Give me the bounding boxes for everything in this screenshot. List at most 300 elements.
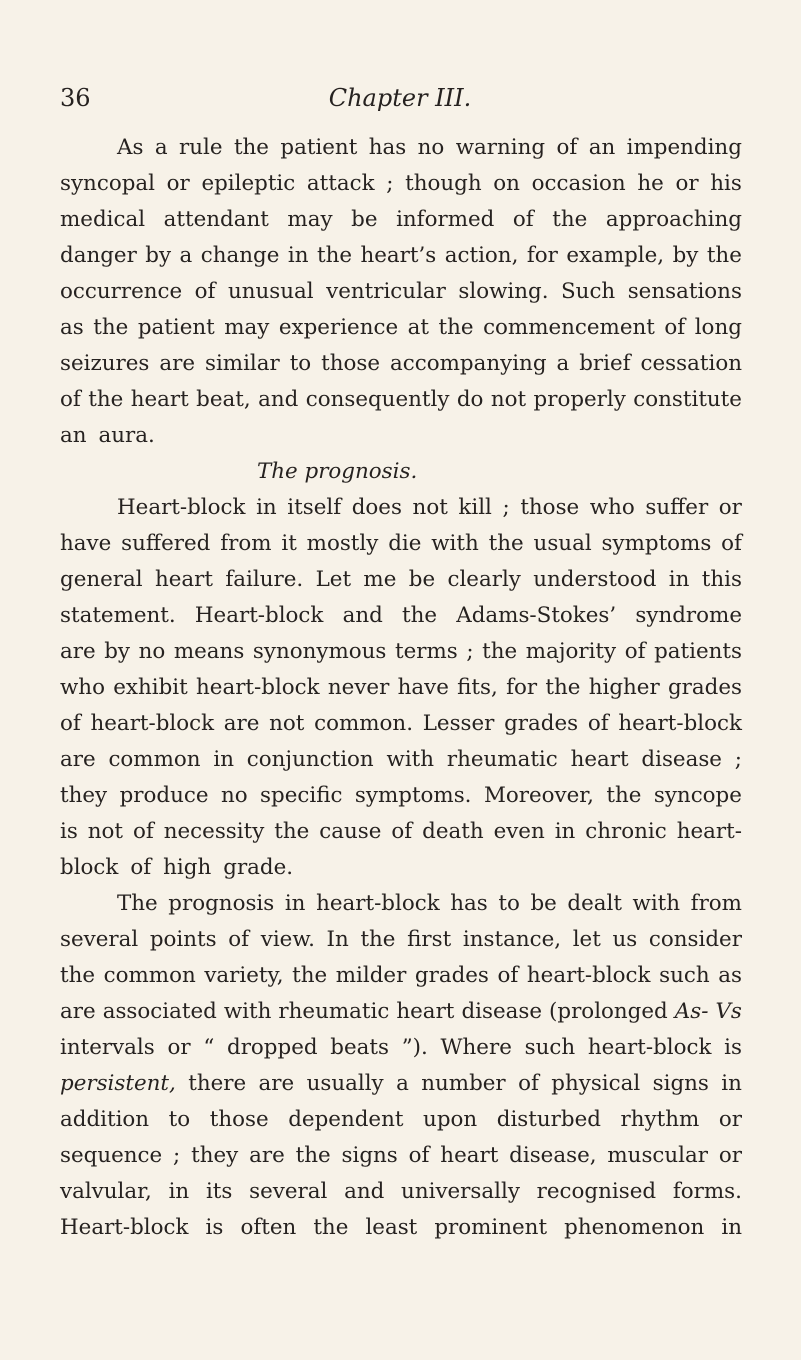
word: change — [200, 243, 280, 268]
word: unusual — [227, 279, 314, 304]
word: grades — [414, 963, 489, 988]
word: recognised — [536, 1179, 657, 1204]
word: constitute — [633, 387, 742, 412]
word: rheumatic — [446, 747, 558, 772]
word: they — [60, 783, 108, 808]
word: example, — [566, 243, 665, 268]
word: those — [321, 351, 381, 376]
word: in — [554, 819, 576, 844]
word: danger — [60, 243, 137, 268]
text-line — [60, 778, 742, 814]
word: least — [365, 1215, 418, 1240]
word: death — [422, 819, 484, 844]
word: aura. — [98, 423, 155, 448]
word: persistent, — [60, 1071, 176, 1096]
word: consequently — [305, 387, 450, 412]
word: signs — [341, 1143, 398, 1168]
word: consider — [648, 927, 742, 952]
word: high — [163, 855, 212, 880]
word: has — [450, 891, 488, 916]
text-line — [60, 922, 742, 958]
word: of — [512, 207, 534, 232]
word: the — [488, 531, 524, 556]
word: beat, — [196, 387, 251, 412]
word: or — [167, 1035, 191, 1060]
word: are — [60, 747, 96, 772]
text-line — [60, 130, 742, 166]
word: cessation — [640, 351, 742, 376]
word: heart’s — [360, 243, 437, 268]
word: the — [295, 1143, 331, 1168]
word: syncopal — [60, 171, 155, 196]
word: to — [168, 1107, 191, 1132]
word: its — [205, 1179, 233, 1204]
word: as — [60, 315, 84, 340]
word: rule — [179, 135, 223, 160]
word: the — [60, 963, 96, 988]
word: points — [149, 927, 217, 952]
word: the — [313, 1215, 349, 1240]
word: accompanying — [390, 351, 547, 376]
word: such — [659, 963, 710, 988]
word: in — [256, 495, 277, 520]
word: of — [556, 135, 578, 160]
word: in — [168, 1179, 190, 1204]
word: not — [412, 495, 448, 520]
word: occasion — [531, 171, 626, 196]
word: be — [351, 207, 378, 232]
word: impending — [626, 135, 742, 160]
word: milder — [335, 963, 407, 988]
word: does — [351, 495, 402, 520]
word: who — [60, 675, 105, 700]
word: patient — [280, 135, 358, 160]
word: commencement — [483, 315, 655, 340]
word: approaching — [605, 207, 742, 232]
word: heart-block — [526, 963, 651, 988]
text-line — [60, 670, 742, 706]
paragraph-prognosis — [60, 886, 742, 1246]
word: rhythm — [620, 1107, 700, 1132]
word: are — [249, 1143, 285, 1168]
word: attack — [306, 171, 375, 196]
text-line — [60, 238, 742, 274]
text-line — [60, 1066, 742, 1102]
word: such — [524, 1035, 576, 1060]
word: ; — [386, 171, 394, 196]
text-line — [60, 562, 742, 598]
word: epileptic — [201, 171, 296, 196]
word: Heart-block — [60, 1215, 189, 1240]
word: ”). — [401, 1035, 428, 1060]
word: heart-block — [90, 711, 215, 736]
word: never — [327, 675, 390, 700]
word: let — [572, 927, 601, 952]
word: Where — [440, 1035, 512, 1060]
word: it — [281, 531, 297, 556]
word: brief — [579, 351, 631, 376]
chapter-title: Chapter III. — [328, 84, 472, 112]
word: disease — [461, 999, 542, 1024]
word: by — [104, 639, 131, 664]
word: of — [518, 1071, 539, 1096]
word: a — [179, 243, 193, 268]
word: with — [223, 999, 272, 1024]
word: are — [258, 1071, 295, 1096]
word: number — [421, 1071, 506, 1096]
word: usual — [533, 531, 592, 556]
text-line — [60, 274, 742, 310]
word: an — [588, 135, 616, 160]
word: long — [694, 315, 742, 340]
word: instance, — [462, 927, 562, 952]
word: in — [287, 243, 309, 268]
word: occurrence — [60, 279, 183, 304]
word: general — [60, 567, 143, 592]
text-line — [60, 1174, 742, 1210]
word: or — [718, 1107, 742, 1132]
word: is — [205, 1215, 224, 1240]
word: at — [407, 315, 429, 340]
word: in — [284, 891, 306, 916]
word: heart-block — [587, 1035, 712, 1060]
word: Heart-block — [117, 495, 246, 520]
word: to — [498, 891, 520, 916]
word: the — [316, 243, 353, 268]
text-line — [60, 382, 742, 418]
word: of — [130, 855, 152, 880]
word: die — [388, 531, 422, 556]
word: block — [60, 855, 119, 880]
word: who — [589, 495, 635, 520]
word: suffered — [121, 531, 211, 556]
word: of — [624, 639, 646, 664]
section-heading: The prognosis. — [257, 459, 418, 484]
word: no — [220, 783, 248, 808]
word: clearly — [447, 567, 521, 592]
word: several — [249, 1179, 328, 1204]
word: signs — [652, 1071, 709, 1096]
word: though — [405, 171, 482, 196]
word: several — [60, 927, 139, 952]
word: Vs — [715, 999, 742, 1024]
word: common — [103, 963, 196, 988]
word: symptoms. — [354, 783, 472, 808]
word: understood — [533, 567, 657, 592]
word: “ — [203, 1035, 215, 1060]
text-line — [60, 1102, 742, 1138]
word: informed — [396, 207, 495, 232]
word: statement. — [60, 603, 176, 628]
word: grades — [504, 711, 579, 736]
word: the — [482, 639, 518, 664]
word: variety, — [204, 963, 284, 988]
word: Such — [561, 279, 616, 304]
word: of — [497, 963, 519, 988]
word: properly — [533, 387, 626, 412]
text-line — [60, 850, 742, 886]
word: those — [209, 1107, 269, 1132]
word: heart-block — [618, 711, 742, 736]
word: is — [724, 1035, 742, 1060]
word: heart — [440, 1143, 499, 1168]
word: and — [342, 603, 383, 628]
word: the — [233, 135, 269, 160]
text-line — [60, 526, 742, 562]
word: cause — [319, 819, 382, 844]
word: for — [506, 675, 538, 700]
word: the — [360, 927, 396, 952]
word: itself — [287, 495, 342, 520]
text-line — [60, 166, 742, 202]
text-line — [60, 490, 742, 526]
word: may — [224, 315, 270, 340]
word: in — [721, 1071, 742, 1096]
word: patient — [137, 315, 215, 340]
word: As- — [674, 999, 709, 1024]
word: suffer — [645, 495, 709, 520]
word: be — [408, 567, 436, 592]
word: addition — [60, 1107, 150, 1132]
word: failure. — [225, 567, 304, 592]
word: rheumatic — [278, 999, 390, 1024]
word: the — [402, 603, 438, 628]
word: slowing. — [458, 279, 549, 304]
body-text — [60, 130, 742, 1246]
word: the — [93, 315, 129, 340]
text-line — [60, 1138, 742, 1174]
word: dealt — [567, 891, 622, 916]
word: the — [552, 207, 588, 232]
word: the — [292, 963, 328, 988]
word: muscular — [607, 1143, 709, 1168]
word: experience — [278, 315, 399, 340]
word: or — [718, 495, 742, 520]
word: disturbed — [496, 1107, 601, 1132]
word: us — [612, 927, 638, 952]
page-number: 36 — [60, 84, 91, 112]
text-line — [60, 958, 742, 994]
word: forms. — [672, 1179, 742, 1204]
word: attendant — [163, 207, 269, 232]
word: the — [606, 783, 642, 808]
word: with — [632, 891, 681, 916]
word: ; — [466, 639, 474, 664]
word: In — [326, 927, 349, 952]
word: not — [269, 711, 305, 736]
word: even — [493, 819, 545, 844]
word: in — [213, 747, 234, 772]
word: of — [587, 711, 609, 736]
word: often — [240, 1215, 297, 1240]
word: this — [701, 567, 742, 592]
word: with — [431, 531, 479, 556]
paragraph-heart-block — [60, 490, 742, 886]
word: ; — [173, 1143, 181, 1168]
word: upon — [423, 1107, 478, 1132]
text-line — [60, 598, 742, 634]
word: on — [493, 171, 520, 196]
word: of — [60, 711, 81, 736]
word: there — [188, 1071, 247, 1096]
word: grades — [667, 675, 742, 700]
word: Lesser — [422, 711, 495, 736]
word: may — [287, 207, 333, 232]
word: of — [408, 1143, 430, 1168]
word: heart — [130, 387, 189, 412]
paragraph-aura — [60, 130, 742, 454]
word: beats — [330, 1035, 389, 1060]
word: chronic — [585, 819, 667, 844]
word: heart- — [676, 819, 742, 844]
word: common. — [314, 711, 413, 736]
word: those — [520, 495, 580, 520]
word: symptoms — [601, 531, 712, 556]
word: heart — [396, 999, 455, 1024]
word: Moreover, — [483, 783, 594, 808]
word: heart — [570, 747, 629, 772]
word: is — [60, 819, 78, 844]
word: syndrome — [635, 603, 742, 628]
word: ; — [734, 747, 742, 772]
word: Adams-Stokes’ — [456, 603, 617, 628]
word: As — [117, 135, 144, 160]
word: an — [60, 423, 87, 448]
word: as — [718, 963, 742, 988]
word: exhibit — [113, 675, 188, 700]
word: mostly — [306, 531, 379, 556]
word: heart-block — [196, 675, 320, 700]
word: not — [490, 387, 527, 412]
word: action, — [444, 243, 519, 268]
word: synonymous — [252, 639, 387, 664]
text-line — [60, 742, 742, 778]
word: conjunction — [246, 747, 374, 772]
word: of — [664, 315, 686, 340]
word: from — [690, 891, 742, 916]
word: a — [396, 1071, 409, 1096]
text-line — [60, 814, 742, 850]
word: heart-block — [316, 891, 440, 916]
word: a — [154, 135, 168, 160]
word: are — [159, 351, 195, 376]
word: means — [173, 639, 245, 664]
word: the — [438, 315, 474, 340]
text-line — [60, 310, 742, 346]
word: of — [391, 819, 413, 844]
text-line — [60, 346, 742, 382]
text-line — [60, 1030, 742, 1066]
word: first — [407, 927, 452, 952]
word: me — [363, 567, 397, 592]
word: phenomenon — [564, 1215, 705, 1240]
word: are — [60, 639, 96, 664]
text-line — [60, 886, 742, 922]
word: has — [368, 135, 407, 160]
word: Heart-block — [194, 603, 324, 628]
text-line — [60, 418, 742, 454]
word: the — [88, 387, 124, 412]
word: Let — [315, 567, 352, 592]
word: with — [386, 747, 435, 772]
word: kill — [458, 495, 492, 520]
word: produce — [119, 783, 209, 808]
word: terms — [395, 639, 458, 664]
word: ventricular — [326, 279, 446, 304]
word: similar — [204, 351, 280, 376]
text-line — [60, 994, 742, 1030]
word: patients — [654, 639, 742, 664]
word: or — [166, 171, 190, 196]
word: they — [191, 1143, 239, 1168]
text-line — [60, 1210, 742, 1246]
word: grade. — [223, 855, 294, 880]
word: dependent — [288, 1107, 404, 1132]
word: of — [194, 279, 216, 304]
word: have — [397, 675, 449, 700]
word: he — [637, 171, 664, 196]
word: specific — [260, 783, 343, 808]
word: associated — [102, 999, 217, 1024]
word: medical — [60, 207, 146, 232]
word: of — [228, 927, 250, 952]
word: from — [220, 531, 272, 556]
text-line — [60, 634, 742, 670]
word: disease, — [509, 1143, 597, 1168]
word: in — [668, 567, 690, 592]
running-head — [60, 80, 740, 120]
text-line — [60, 706, 742, 742]
word: universally — [401, 1179, 520, 1204]
word: or — [675, 171, 699, 196]
word: by — [145, 243, 172, 268]
word: or — [718, 1143, 742, 1168]
text-line — [60, 202, 742, 238]
word: fits, — [457, 675, 498, 700]
word: not — [87, 819, 124, 844]
word: physical — [551, 1071, 641, 1096]
word: for — [526, 243, 558, 268]
word: valvular, — [60, 1179, 152, 1204]
word: no — [417, 135, 445, 160]
word: have — [60, 531, 112, 556]
word: the — [274, 819, 310, 844]
word: The — [117, 891, 158, 916]
word: seizures — [60, 351, 150, 376]
word: of — [60, 387, 81, 412]
word: the — [706, 243, 742, 268]
word: do — [456, 387, 484, 412]
word: and — [344, 1179, 385, 1204]
word: in — [721, 1215, 742, 1240]
word: are — [223, 711, 260, 736]
word: view. — [260, 927, 315, 952]
word: and — [258, 387, 299, 412]
word: necessity — [163, 819, 265, 844]
word: no — [138, 639, 166, 664]
word: are — [60, 999, 96, 1024]
word: be — [530, 891, 557, 916]
word: of — [721, 531, 742, 556]
word: to — [289, 351, 312, 376]
word: common — [108, 747, 201, 772]
word: sensations — [627, 279, 742, 304]
word: dropped — [227, 1035, 318, 1060]
word: the — [545, 675, 581, 700]
word: usually — [306, 1071, 384, 1096]
word: of — [133, 819, 154, 844]
word: prognosis — [168, 891, 275, 916]
